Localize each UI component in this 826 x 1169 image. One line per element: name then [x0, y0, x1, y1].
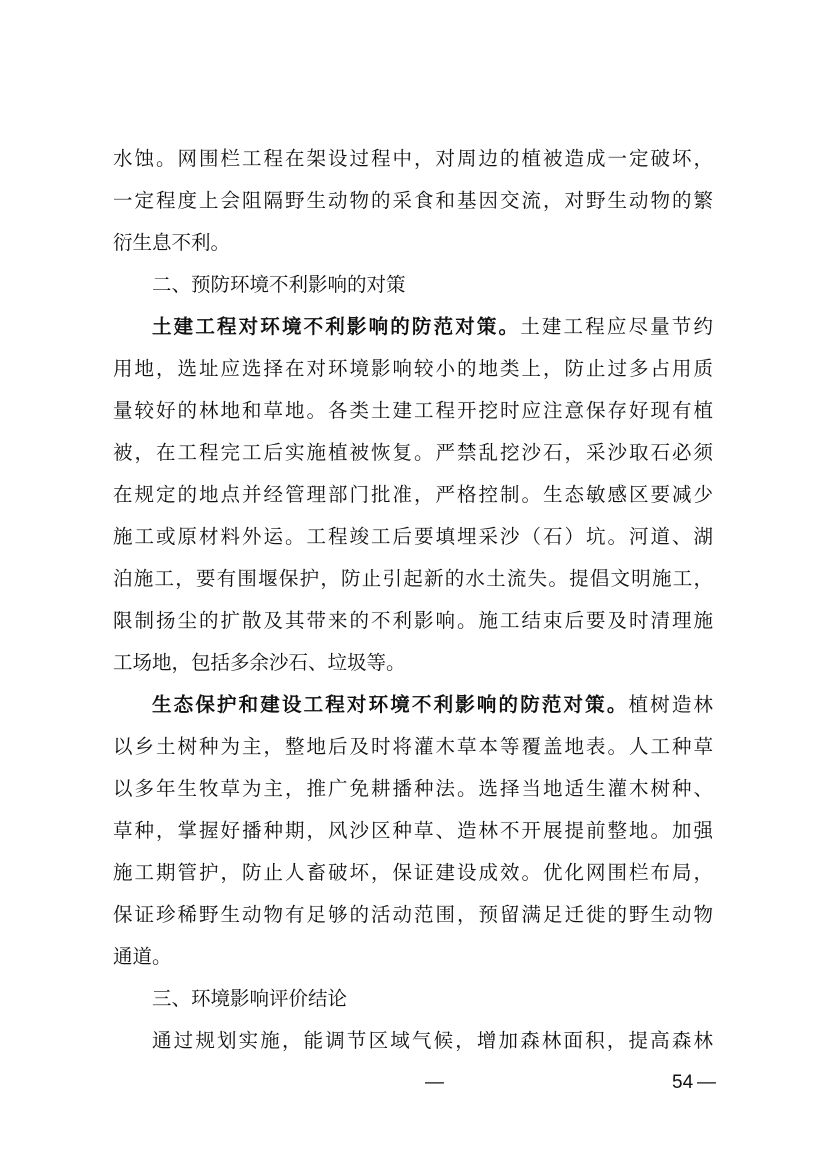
- body-line: 保证珍稀野生动物有足够的活动范围，预留满足迁徙的野生动物: [113, 903, 713, 926]
- body-line: 被，在工程完工后实施植被恢复。严禁乱挖沙石，采沙取石必须: [113, 441, 713, 464]
- footer-dash-right: —: [697, 1072, 716, 1093]
- body-line: 量较好的林地和草地。各类土建工程开挖时应注意保存好现有植: [113, 399, 713, 422]
- body-line: 水蚀。网围栏工程在架设过程中，对周边的植被造成一定破坏，: [113, 147, 713, 170]
- paragraph-lead-rest: 土建工程应尽量节约: [520, 315, 713, 338]
- body-line: 一定程度上会阻隔野生动物的采食和基因交流，对野生动物的繁: [113, 189, 713, 212]
- section-heading: 二、预防环境不利影响的对策: [152, 273, 406, 296]
- body-line: 用地，选址应选择在对环境影响较小的地类上，防止过多占用质: [113, 357, 713, 380]
- body-line: 在规定的地点并经管理部门批准，严格控制。生态敏感区要减少: [113, 483, 713, 506]
- body-line: 衍生息不利。: [113, 231, 231, 254]
- body-line: 工场地，包括多余沙石、垃圾等。: [113, 651, 406, 674]
- paragraph-lead-rest: 植树造林: [628, 693, 713, 716]
- body-line: [152, 313, 713, 341]
- paragraph-lead-bold: 土建工程对环境不利影响的防范对策。: [152, 315, 521, 338]
- paragraph-lead-bold: 生态保护和建设工程对环境不利影响的防范对策。: [152, 693, 629, 716]
- body-line: [152, 691, 713, 719]
- body-line: 以乡土树种为主，整地后及时将灌木草本等覆盖地表。人工种草: [113, 735, 713, 758]
- footer-dash-left: —: [425, 1072, 444, 1093]
- body-line: 通道。: [113, 945, 172, 968]
- body-line: 以多年生牧草为主，推广免耕播种法。选择当地适生灌木树种、: [113, 777, 713, 800]
- body-line: 草种，掌握好播种期，风沙区种草、造林不开展提前整地。加强: [113, 819, 713, 842]
- section-heading: 三、环境影响评价结论: [152, 987, 348, 1010]
- body-line: 泊施工，要有围堰保护，防止引起新的水土流失。提倡文明施工，: [113, 567, 713, 590]
- body-line: 限制扬尘的扩散及其带来的不利影响。施工结束后要及时清理施: [113, 609, 713, 632]
- page-number: 54: [672, 1072, 694, 1093]
- body-line: 通过规划实施，能调节区域气候，增加森林面积，提高森林: [152, 1029, 713, 1052]
- body-line: 施工或原材料外运。工程竣工后要填埋采沙（石）坑。河道、湖: [113, 525, 713, 548]
- body-line: 施工期管护，防止人畜破坏，保证建设成效。优化网围栏布局，: [113, 861, 713, 884]
